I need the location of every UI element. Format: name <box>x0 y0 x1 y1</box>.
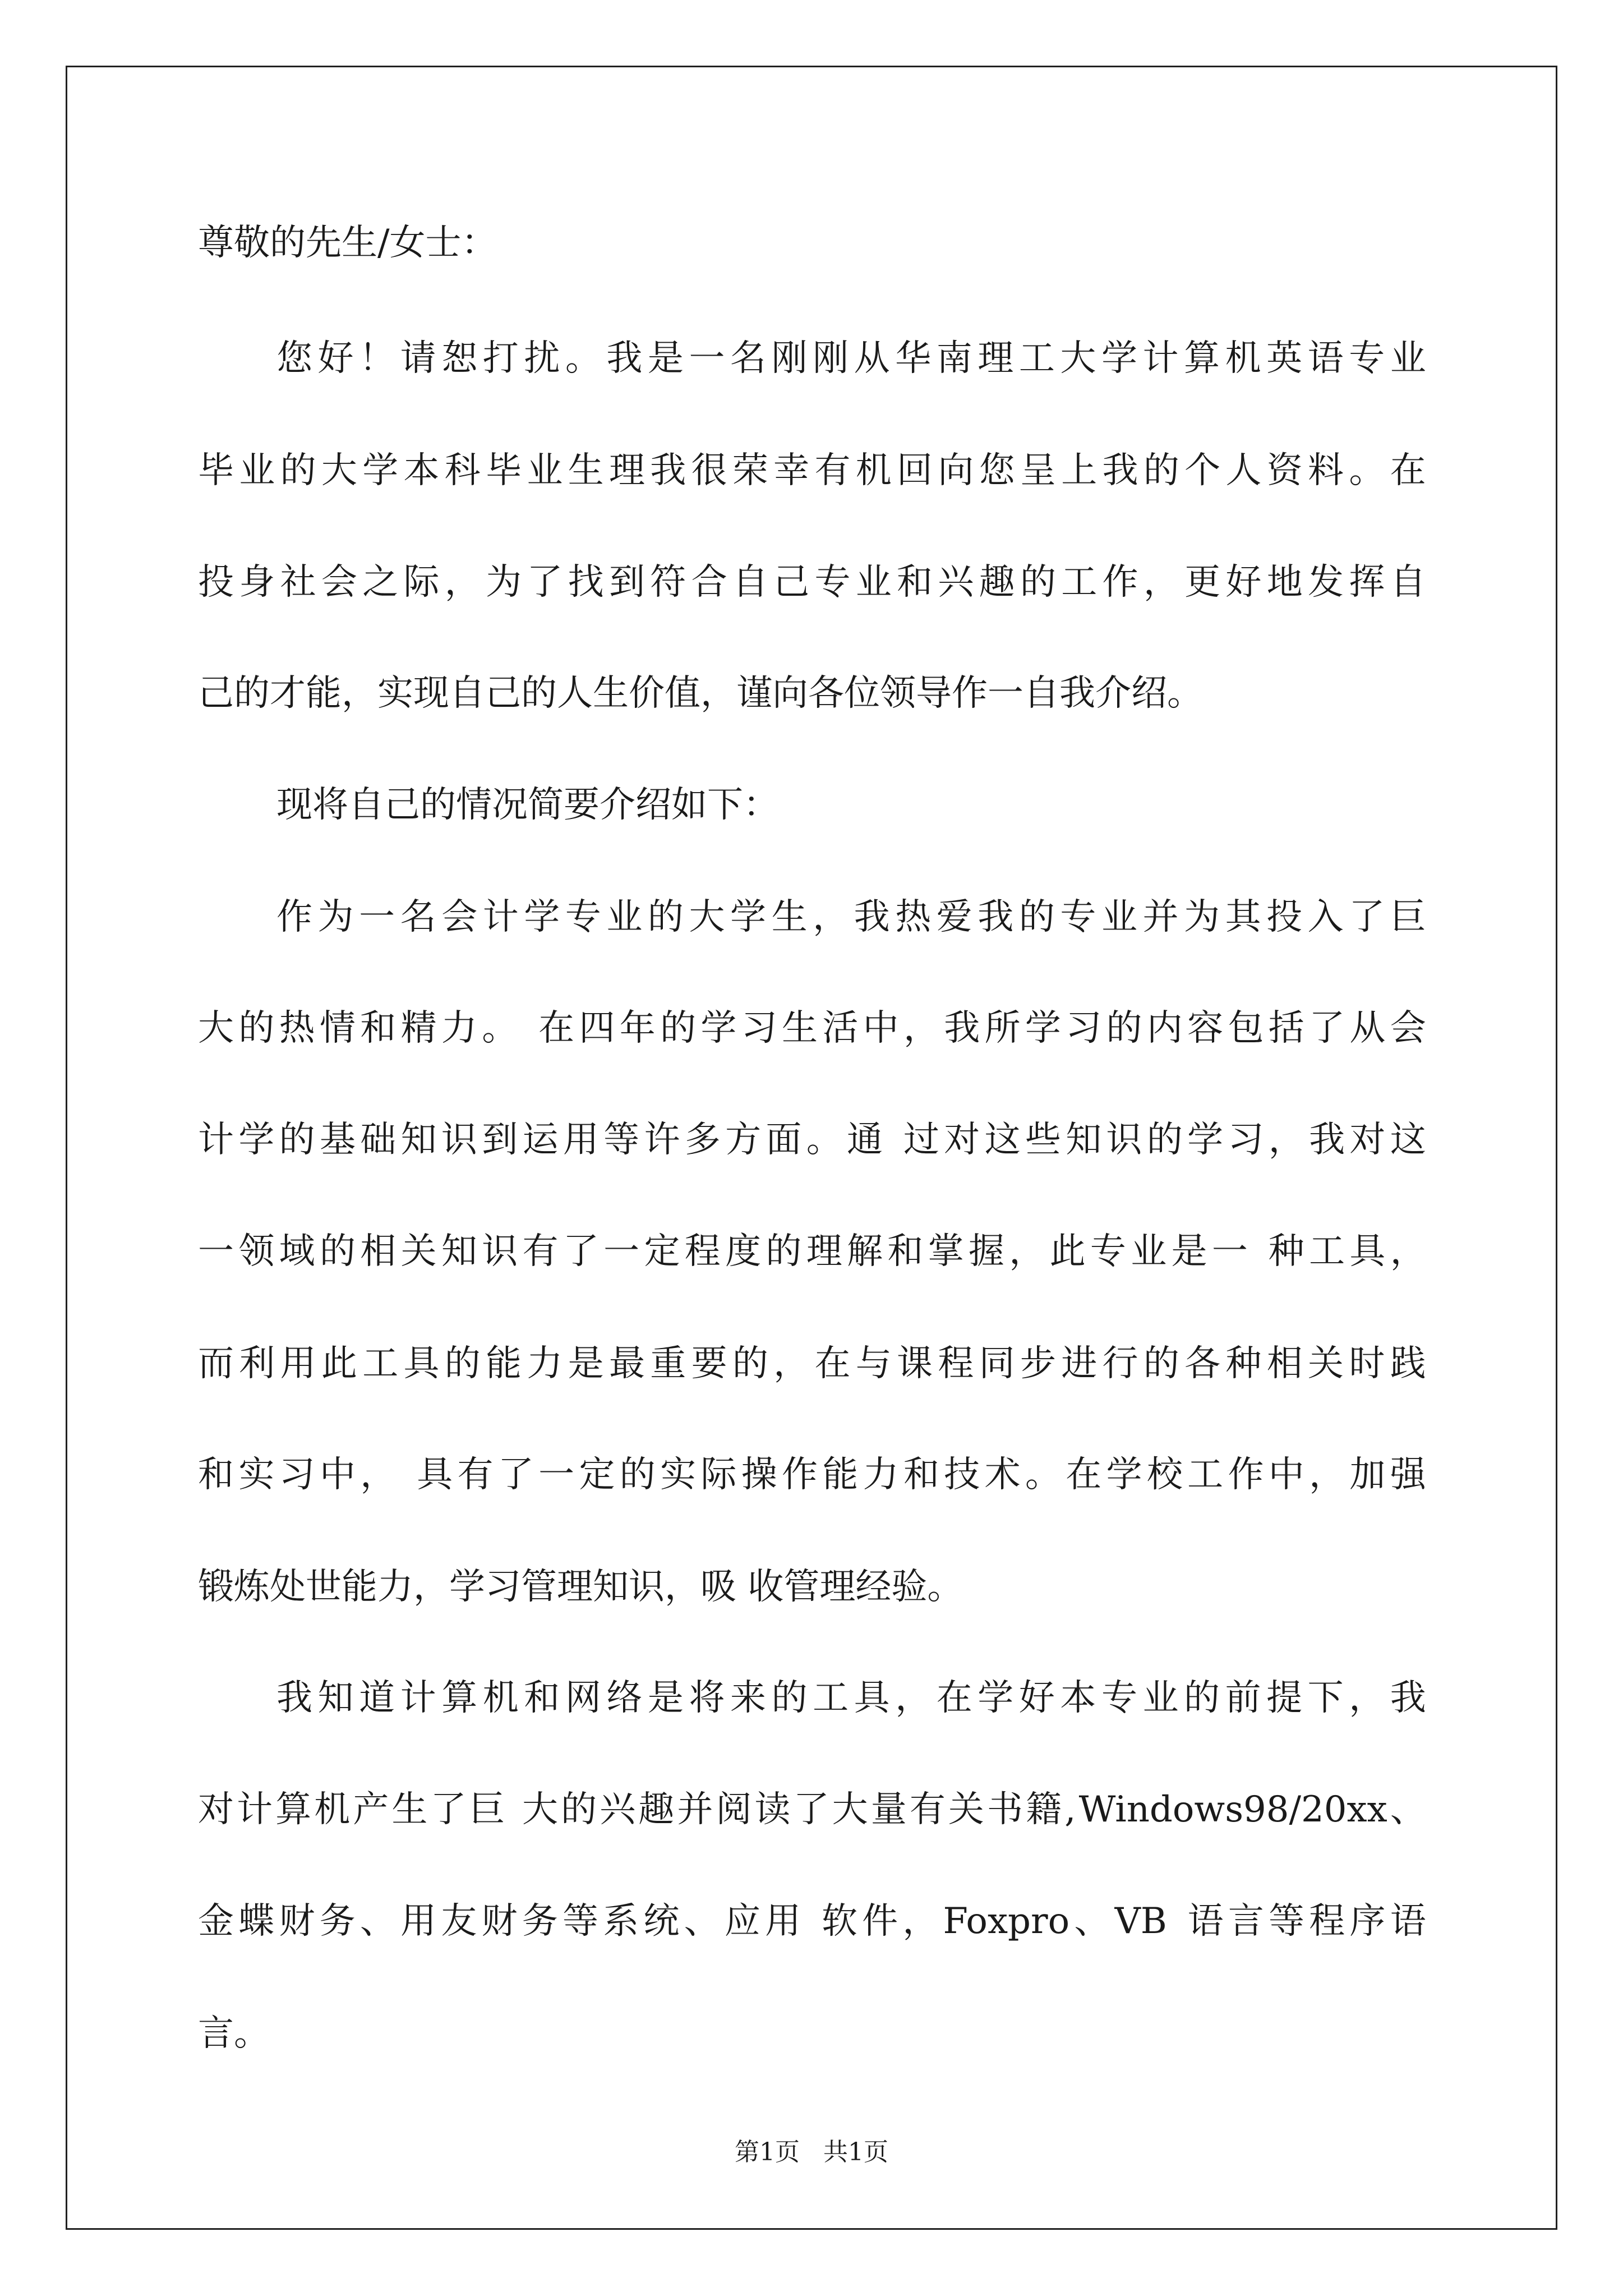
paragraph-line: 作 为 一 名 会 计 学 专 业 的 大 学 生 ， 我 热 爱 我 的 专 业 并 为 其 投 入 了 巨 <box>276 896 1426 938</box>
paragraph-line: 您 好 ！ 请 恕 打 扰 。 我 是 一 名 刚 刚 从 华 南 理 工 大 学 计 算 机 英 语 专 业 <box>276 338 1426 379</box>
paragraph-line: 锻炼处世能力，学习管理知识，吸 收管理经验。 <box>198 1566 963 1608</box>
paragraph-line: 我 知 道 计 算 机 和 网 络 是 将 来 的 工 具 ， 在 学 好 本 专 业 的 前 提 下 ， 我 <box>276 1677 1426 1719</box>
paragraph-line: 金 蝶 财 务 、 用 友 财 务 等 系 统 、 应 用 软 件 ， Foxpro 、 VB 语 言 等 程 序 语 <box>198 1901 1426 1942</box>
paragraph-line: 一 领 域 的 相 关 知 识 有 了 一 定 程 度 的 理 解 和 掌 握 ， 此 专 业 是 一 种 工 具 ， <box>198 1231 1426 1272</box>
paragraph-line: 己的才能，实现自己的人生价值，谨向各位领导作一自我介绍。 <box>198 673 1203 714</box>
paragraph-line: 对 计 算 机 产 生 了 巨 大 的 兴 趣 并 阅 读 了 大 量 有 关 书 籍 , Windows98/20xx 、 <box>198 1789 1426 1830</box>
salutation: 尊敬的先生/女士： <box>198 222 497 264</box>
paragraph-line: 而 利 用 此 工 具 的 能 力 是 最 重 要 的 ， 在 与 课 程 同 步 进 行 的 各 种 相 关 时 践 <box>198 1343 1426 1384</box>
page-footer: 第1页 共1页 <box>735 2138 888 2166</box>
paragraph-line: 毕 业 的 大 学 本 科 毕 业 生 理 我 很 荣 幸 有 机 回 向 您 呈 上 我 的 个 人 资 料 。 在 <box>198 450 1426 491</box>
paragraph-line: 计 学 的 基 础 知 识 到 运 用 等 许 多 方 面 。 通 过 对 这 些 知 识 的 学 习 ， 我 对 这 <box>198 1119 1426 1161</box>
paragraph-line: 言。 <box>198 2013 270 2054</box>
paragraph-line: 投 身 社 会 之 际 ， 为 了 找 到 符 合 自 己 专 业 和 兴 趣 的 工 作 ， 更 好 地 发 挥 自 <box>198 562 1426 603</box>
paragraph-line: 现将自己的情况简要介绍如下： <box>276 784 779 826</box>
paragraph-line: 大 的 热 情 和 精 力 。 在 四 年 的 学 习 生 活 中 ， 我 所 学 习 的 内 容 包 括 了 从 会 <box>198 1007 1426 1049</box>
paragraph-line: 和 实 习 中 ， 具 有 了 一 定 的 实 际 操 作 能 力 和 技 术 。 在 学 校 工 作 中 ， 加 强 <box>198 1454 1426 1496</box>
